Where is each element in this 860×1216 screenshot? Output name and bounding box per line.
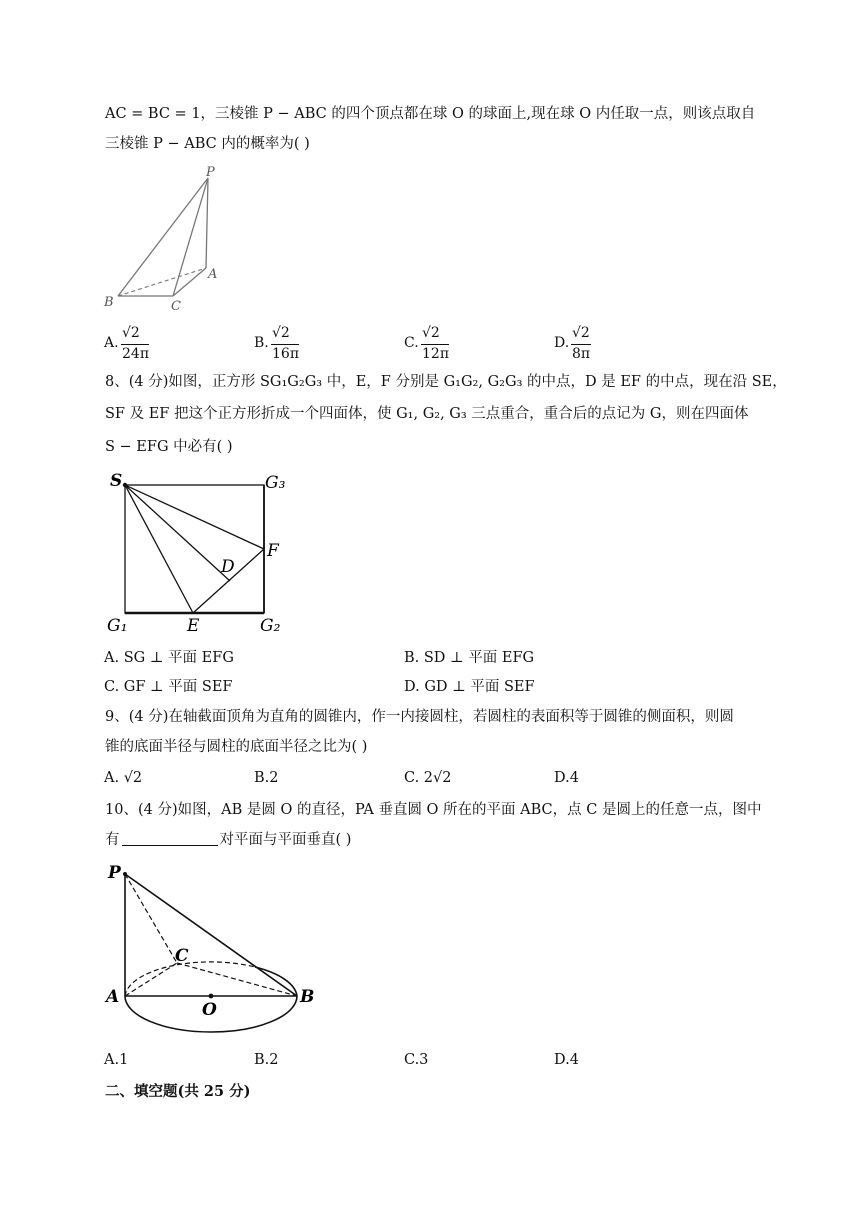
q8-label-f: F [267, 541, 279, 561]
q8-label-e: E [187, 616, 200, 636]
answer-blank[interactable] [122, 831, 218, 846]
q7-label-a: A [208, 267, 218, 282]
q10-option-a[interactable]: A.1 [104, 1052, 129, 1068]
q10-label-p: P [108, 863, 121, 883]
q10-label-a: A [106, 987, 120, 1007]
q8-label-g1: G₁ [107, 616, 128, 636]
q8-option-b[interactable]: B. SD ⊥ 平面 EFG [404, 650, 535, 666]
q8-option-a[interactable]: A. SG ⊥ 平面 EFG [104, 650, 234, 666]
q9-option-c[interactable]: C. 2√2 [404, 770, 452, 786]
q9-option-a[interactable]: A. √2 [104, 770, 143, 786]
q7-text-line2: 三棱锥 P − ABC 内的概率为( ) [105, 136, 310, 152]
q7-tetrahedron-figure [100, 162, 230, 314]
q8-option-c[interactable]: C. GF ⊥ 平面 SEF [104, 679, 233, 695]
q7-label-b: B [104, 295, 114, 310]
q7-label-p: P [206, 165, 215, 180]
q8-label-g2: G₂ [260, 616, 281, 636]
q8-square-figure [100, 468, 300, 640]
q10-label-c: C [175, 946, 189, 966]
q10-text-line1: 10、(4 分)如图，AB 是圆 O 的直径，PA 垂直圆 O 所在的平面 ABC，点 C 是圆上的任意一点，图中 [105, 802, 762, 818]
q10-label-b: B [300, 987, 315, 1007]
q7-label-c: C [171, 299, 181, 314]
q8-option-d[interactable]: D. GD ⊥ 平面 SEF [404, 679, 535, 695]
q10-option-c[interactable]: C.3 [404, 1052, 429, 1068]
q8-label-s: S [110, 471, 123, 491]
q9-option-d[interactable]: D.4 [554, 770, 579, 786]
q8-text-line3: S − EFG 中必有( ) [105, 439, 233, 455]
q8-text-line1: 8、(4 分)如图，正方形 SG₁G₂G₃ 中，E，F 分别是 G₁G₂, G₂G₃ 的中点，D 是 EF 的中点，现在沿 SE， [105, 374, 787, 390]
q10-text-line2: 有 对平面与平面垂直( ) [105, 832, 352, 848]
q9-option-b[interactable]: B.2 [254, 770, 279, 786]
q7-text-line1: AC = BC = 1，三棱锥 P − ABC 的四个顶点都在球 O 的球面上,现在球 O 内任取一点，则该点取自 [105, 106, 756, 122]
q8-text-line2: SF 及 EF 把这个正方形折成一个四面体，使 G₁, G₂, G₃ 三点重合，重合后的点记为 G，则在四面体 [105, 406, 749, 422]
q9-text-line1: 9、(4 分)在轴截面顶角为直角的圆锥内，作一内接圆柱，若圆柱的表面积等于圆锥的侧面积，则圆 [105, 709, 734, 725]
q9-text-line2: 锥的底面半径与圆柱的底面半径之比为( ) [105, 739, 368, 755]
q8-label-g3: G₃ [265, 473, 286, 493]
q10-cone-figure [100, 858, 330, 1036]
q8-label-d: D [221, 557, 235, 577]
section-heading-fill-in: 二、填空题(共 25 分) [105, 1083, 251, 1100]
q10-label-o: O [202, 1000, 217, 1020]
q10-option-b[interactable]: B.2 [254, 1052, 279, 1068]
q10-option-d[interactable]: D.4 [554, 1052, 579, 1068]
